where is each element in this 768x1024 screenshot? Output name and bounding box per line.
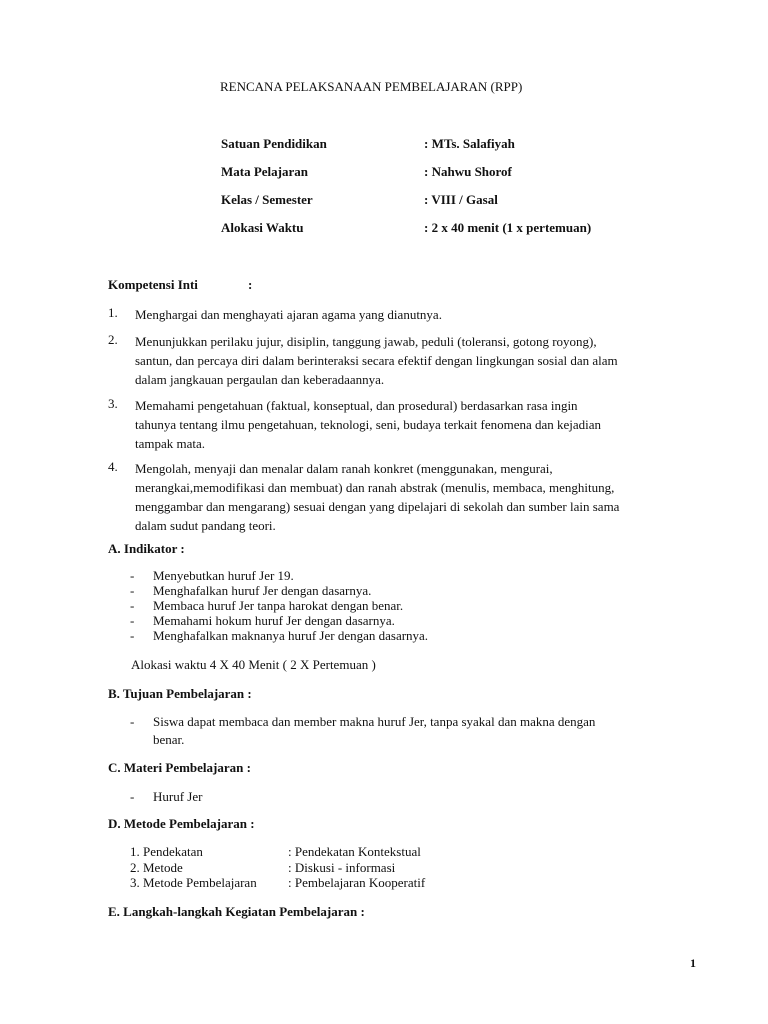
identity-value-kelas: : VIII / Gasal — [424, 192, 498, 207]
ki-line: Mengolah, menyaji dan menalar dalam ranah konkret (menggunakan, mengurai, — [135, 461, 553, 476]
tujuan-line: Siswa dapat membaca dan member makna huruf Jer, tanpa syakal dan makna dengan — [153, 714, 596, 729]
ki-line: tampak mata. — [135, 436, 206, 451]
metode-heading: D. Metode Pembelajaran : — [108, 816, 255, 831]
indikator-item: Memahami hokum huruf Jer dengan dasarnya. — [153, 613, 395, 628]
bullet-dash: - — [130, 628, 135, 643]
indikator-heading: A. Indikator : — [108, 541, 185, 556]
bullet-dash: - — [130, 789, 135, 804]
page-number: 1 — [690, 956, 696, 970]
identity-value-alokasi: : 2 x 40 menit (1 x pertemuan) — [424, 220, 592, 235]
ki-item — [135, 396, 705, 453]
identity-value-satuan: : MTs. Salafiyah — [424, 136, 515, 151]
indikator-item: Menyebutkan huruf Jer 19. — [153, 568, 294, 583]
kompetensi-inti-heading: Kompetensi Inti — [108, 277, 198, 292]
indikator-item: Menghafalkan huruf Jer dengan dasarnya. — [153, 583, 372, 598]
bullet-dash: - — [130, 613, 135, 628]
identity-label-kelas: Kelas / Semester — [221, 192, 313, 207]
ki-line: dalam sudut pandang teori. — [135, 518, 276, 533]
materi-item: Huruf Jer — [153, 789, 203, 804]
metode-label: 2. Metode — [130, 860, 183, 875]
ki-number: 4. — [108, 459, 118, 474]
metode-value: : Diskusi - informasi — [288, 860, 396, 875]
ki-line: tahunya tentang ilmu pengetahuan, teknologi, seni, budaya terkait fenomena dan kejadian — [135, 417, 602, 432]
ki-line: merangkai,memodifikasi dan membuat) dan ranah abstrak (menulis, membaca, menghitung, — [135, 480, 615, 495]
ki-number: 1. — [108, 305, 118, 320]
metode-label: 1. Pendekatan — [130, 844, 203, 859]
materi-heading: C. Materi Pembelajaran : — [108, 760, 251, 775]
tujuan-line: benar. — [153, 732, 185, 747]
ki-number: 2. — [108, 332, 118, 347]
ki-line: dalam jangkauan pergaulan dan keberadaannya. — [135, 372, 385, 387]
identity-label-mapel: Mata Pelajaran — [221, 164, 309, 179]
indikator-alokasi: Alokasi waktu 4 X 40 Menit ( 2 X Pertemuan ) — [131, 657, 376, 672]
bullet-dash: - — [130, 583, 135, 598]
kompetensi-inti-colon: : — [248, 277, 253, 292]
document-title: RENCANA PELAKSANAAN PEMBELAJARAN (RPP) — [220, 79, 523, 94]
identity-value-mapel: : Nahwu Shorof — [424, 164, 512, 179]
bullet-dash: - — [130, 598, 135, 613]
metode-value: : Pendekatan Kontekstual — [288, 844, 421, 859]
ki-line: Menunjukkan perilaku jujur, disiplin, tanggung jawab, peduli (toleransi, gotong royong), — [135, 334, 597, 349]
ki-line: menggambar dan mengarang) sesuai dengan yang dipelajari di sekolah dan sumber lain sama — [135, 499, 620, 514]
metode-label: 3. Metode Pembelajaran — [130, 875, 257, 890]
identity-label-satuan: Satuan Pendidikan — [221, 136, 327, 151]
langkah-heading: E. Langkah-langkah Kegiatan Pembelajaran : — [108, 904, 365, 919]
ki-line: Menghargai dan menghayati ajaran agama yang dianutnya. — [135, 307, 442, 322]
identity-label-alokasi: Alokasi Waktu — [221, 220, 304, 235]
ki-line: Memahami pengetahuan (faktual, konseptual, dan prosedural) berdasarkan rasa ingin — [135, 398, 578, 413]
tujuan-heading: B. Tujuan Pembelajaran : — [108, 686, 252, 701]
indikator-item: Menghafalkan maknanya huruf Jer dengan dasarnya. — [153, 628, 429, 643]
indikator-item: Membaca huruf Jer tanpa harokat dengan benar. — [153, 598, 404, 613]
ki-number: 3. — [108, 396, 118, 411]
metode-value: : Pembelajaran Kooperatif — [288, 875, 426, 890]
ki-line: santun, dan percaya diri dalam berinteraksi secara efektif dengan lingkungan sosial dan alam — [135, 353, 618, 368]
bullet-dash: - — [130, 568, 135, 583]
ki-item — [135, 332, 705, 389]
bullet-dash: - — [130, 714, 135, 729]
ki-item — [135, 305, 705, 324]
ki-item — [135, 459, 705, 535]
